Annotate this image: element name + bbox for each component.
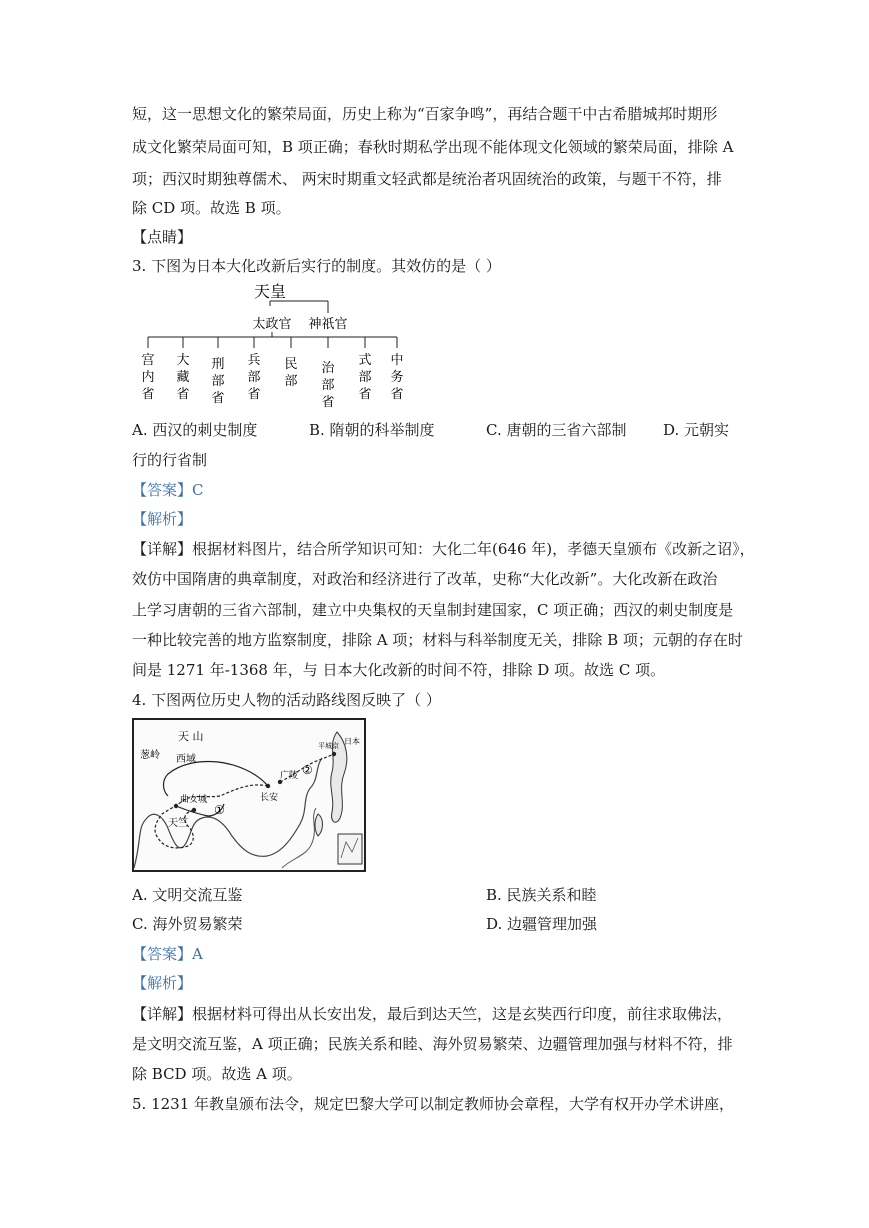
- q4-analysis-label: 【解析】: [132, 974, 193, 992]
- q2-text-line-1: 短，这一思想文化的繁荣局面，历史上称为“百家争鸣”，再结合题干中古希腊城邦时期形: [132, 105, 718, 123]
- org-ministry-7: 式部省: [358, 353, 372, 402]
- q4-option-b: B. 民族关系和睦: [486, 886, 597, 904]
- q4-answer: 【答案】A: [132, 945, 203, 963]
- org-ministry-8: 中务省: [390, 353, 404, 402]
- q2-text-line-3: 项；西汉时期独尊儒术、 两宋时期重文轻武都是统治者巩固统治的政策，与题干不符，排: [132, 170, 722, 188]
- q4-route-map: [132, 718, 366, 872]
- q3-stem: 3. 下图为日本大化改新后实行的制度。其效仿的是（ ）: [132, 257, 501, 275]
- org-ministries: [141, 337, 403, 410]
- map-label-xiyu: 西域: [176, 754, 196, 765]
- q3-answer: 【答案】C: [132, 481, 204, 499]
- org-ministry-2: 大藏省: [176, 353, 190, 402]
- q5-stem: 5. 1231 年教皇颁布法令，规定巴黎大学可以制定教师协会章程，大学有权开办学术讲座，: [132, 1095, 735, 1113]
- q3-detail-line-2: 效仿中国隋唐的典章制度，对政治和经济进行了改革，史称“大化改新”。大化改新在政治: [132, 570, 718, 588]
- q2-text-line-4: 除 CD 项。故选 B 项。: [132, 199, 291, 217]
- q4-stem: 4. 下图两位历史人物的活动路线图反映了（ ）: [132, 691, 441, 709]
- map-label-guangling: 广陵: [280, 771, 299, 781]
- map-label-changan: 长安: [260, 793, 279, 803]
- org-ministry-4: 兵部省: [247, 353, 261, 402]
- q3-analysis-label: 【解析】: [132, 510, 193, 528]
- q4-detail-line-1: 【详解】根据材料可得出从长安出发，最后到达天竺，这是玄奘西行印度，前往求取佛法，: [132, 1005, 733, 1023]
- org-ministry-3: 刑部省: [211, 357, 225, 406]
- q4-detail-line-3: 除 BCD 项。故选 A 项。: [132, 1065, 302, 1083]
- q3-detail-line-1: 【详解】根据材料图片，结合所学知识可知：大化二年(646 年)，孝德天皇颁布《改新之诏》，: [132, 540, 755, 558]
- q3-detail-line-4: 一种比较完善的地方监察制度，排除 A 项；材料与科举制度无关，排除 B 项；元朝的存在时: [132, 631, 743, 649]
- org-ministry-6: 治部省: [321, 361, 335, 410]
- map-label-qunucheng: 曲女城: [180, 795, 208, 805]
- route-marker-2: ②: [302, 763, 313, 777]
- q2-text-line-2: 成文化繁荣局面可知，B 项正确；春秋时期私学出现不能体现文化领域的繁荣局面，排除 A: [132, 138, 734, 156]
- org-dajokan: 太政官: [252, 317, 292, 332]
- q3-detail-line-3: 上学习唐朝的三省六部制，建立中央集权的天皇制封建国家，C 项正确；西汉的刺史制度是: [132, 601, 734, 619]
- map-label-tianshan: 天 山: [178, 730, 204, 743]
- q4-option-c: C. 海外贸易繁荣: [132, 915, 243, 933]
- map-label-pingcheng: 平城京: [318, 742, 339, 750]
- org-top-tennou: 天皇: [253, 282, 287, 301]
- q2-dianjing-label: 【点睛】: [132, 228, 193, 246]
- map-label-congling: 葱岭: [140, 750, 160, 761]
- q3-option-d-cont: 行的行省制: [132, 451, 208, 469]
- map-label-tianzhu: 天竺: [168, 818, 188, 829]
- org-ministry-1: 宫内省: [141, 353, 155, 402]
- q3-option-d: D. 元朝实: [663, 421, 730, 439]
- map-label-riben: 日本: [344, 737, 360, 746]
- q3-option-a: A. 西汉的刺史制度: [132, 421, 258, 439]
- q4-option-a: A. 文明交流互鉴: [132, 886, 243, 904]
- q3-detail-line-5: 间是 1271 年-1368 年，与 日本大化改新的时间不符，排除 D 项。故选 C 项。: [132, 661, 666, 679]
- q3-option-c: C. 唐朝的三省六部制: [486, 421, 627, 439]
- q3-org-chart: [132, 280, 422, 410]
- org-jingikan: 神祇官: [308, 317, 348, 332]
- route-marker-1: ①: [214, 803, 225, 817]
- q4-option-d: D. 边疆管理加强: [486, 915, 598, 933]
- org-ministry-5: 民部: [284, 357, 298, 389]
- q3-option-b: B. 隋朝的科举制度: [309, 421, 435, 439]
- q4-detail-line-2: 是文明交流互鉴，A 项正确；民族关系和睦、海外贸易繁荣、边疆管理加强与材料不符，排: [132, 1035, 733, 1053]
